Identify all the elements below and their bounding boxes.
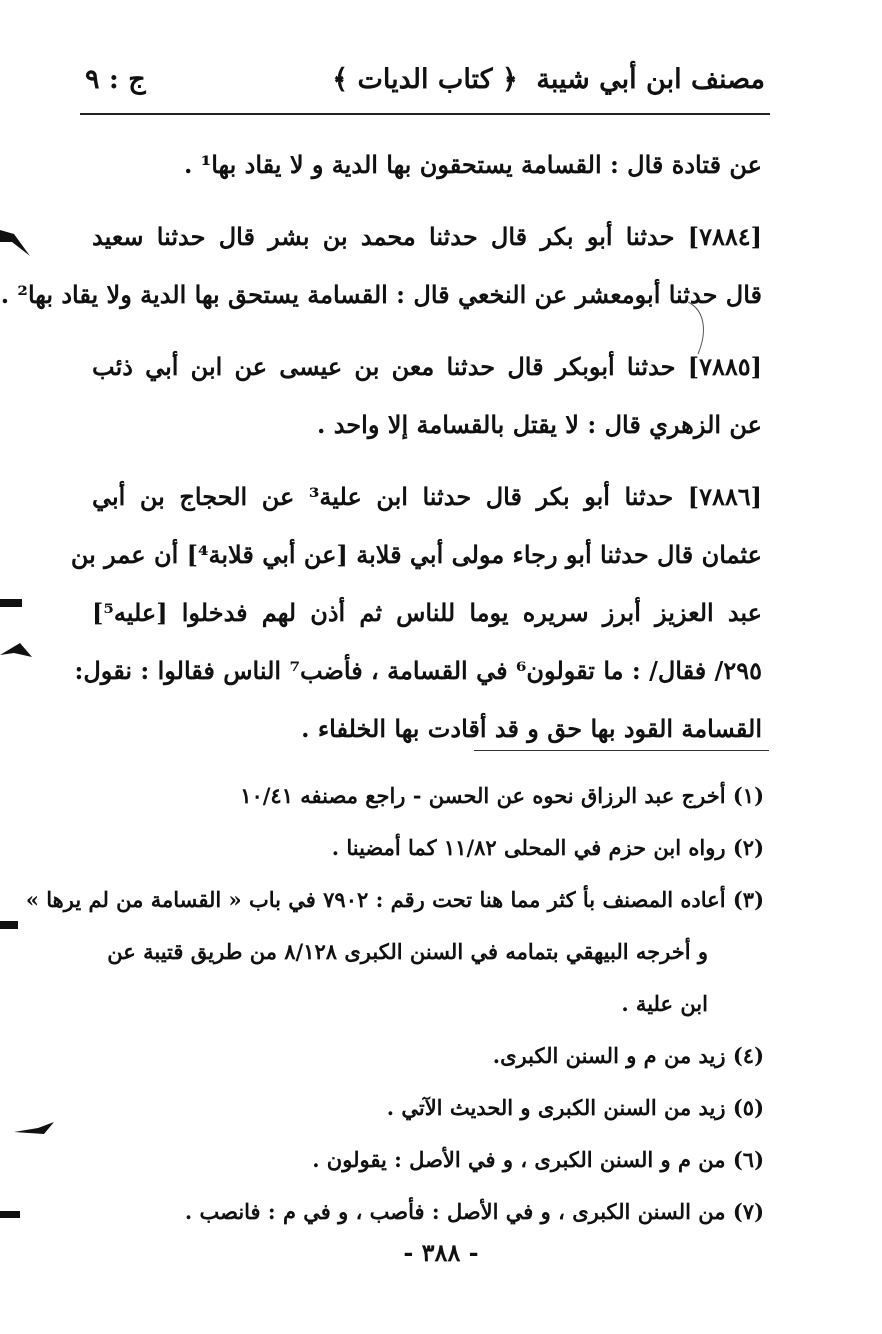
footnote: (١) أخرج عبد الرزاق نحوه عن الحسن - راجع مصنفه ١٠/٤١ <box>240 783 764 808</box>
footnote: (٢) رواه ابن حزم في المحلى ١١/٨٢ كما أمضينا . <box>331 835 764 860</box>
page-number: - ٣٨٨ - <box>403 1238 479 1267</box>
footnote-continuation: ابن علية . <box>621 991 708 1016</box>
footnote-continuation: و أخرجه البيهقي بتمامه في السنن الكبرى ٨/١٢٨ من طريق قتيبة عن <box>107 939 708 964</box>
footnote: (٤) زيد من م و السنن الكبرى. <box>492 1043 764 1068</box>
footnote: (٦) من م و السنن الكبرى ، و في الأصل : يقولون . <box>312 1147 764 1172</box>
text-line: ٢٩٥/ فقال/ : ما تقولون⁶ في القسامة ، فأضب⁷ الناس فقالوا : نقول: <box>74 656 762 685</box>
text-line: عن قتادة قال : القسامة يستحقون بها الدية و لا يقاد بها¹ . <box>184 150 762 179</box>
pencil-mark <box>686 300 708 356</box>
text-line: قال حدثنا أبومعشر عن النخعي قال : القسامة يستحق بها الدية ولا يقاد بها² . <box>0 280 762 309</box>
text-line: عن الزهري قال : لا يقتل بالقسامة إلا واحد . <box>317 410 762 439</box>
footnote: (٥) زيد من السنن الكبرى و الحديث الآتي . <box>386 1095 764 1120</box>
text-line: [٧٨٨٤] حدثنا أبو بكر قال حدثنا محمد بن بشر قال حدثنا سعيد <box>92 222 762 251</box>
text-line: القسامة القود بها حق و قد أقادت بها الخلفاء . <box>301 714 762 743</box>
scan-artifact <box>0 212 34 272</box>
scan-artifact <box>0 1205 22 1225</box>
scan-artifact <box>0 595 24 615</box>
footnote-rule <box>474 750 769 751</box>
footnotes <box>25 770 764 1238</box>
text-line: عثمان قال حدثنا أبو رجاء مولى أبي قلابة [عن أبي قلابة⁴] أن عمر بن <box>70 540 762 569</box>
scan-artifact <box>14 1120 58 1140</box>
chapter-title: ﴿ كتاب الديات ﴾ <box>332 64 518 95</box>
footnote: (٣) أعاده المصنف بأ كثر مما هنا تحت رقم : ٧٩٠٢ في باب « القسامة من لم يرها » <box>25 887 764 912</box>
volume-number: ج : ٩ <box>85 64 146 95</box>
footnote: (٧) من السنن الكبرى ، و في الأصل : فأصب ، و في م : فانصب . <box>184 1199 764 1224</box>
running-header <box>85 64 765 104</box>
scan-artifact <box>0 635 34 663</box>
text-line: [٧٨٨٦] حدثنا أبو بكر قال حدثنا ابن علية³ عن الحجاج بن أبي <box>92 482 762 511</box>
book-title: مصنف ابن أبي شيبة <box>536 64 765 95</box>
header-rule <box>80 113 770 115</box>
main-text <box>0 136 762 758</box>
text-line: [٧٨٨٥] حدثنا أبوبكر قال حدثنا معن بن عيسى عن ابن أبي ذئب <box>92 352 762 381</box>
scan-artifact <box>0 915 22 935</box>
text-line: عبد العزيز أبرز سريره يوما للناس ثم أذن لهم فدخلوا [عليه⁵] <box>92 598 762 627</box>
